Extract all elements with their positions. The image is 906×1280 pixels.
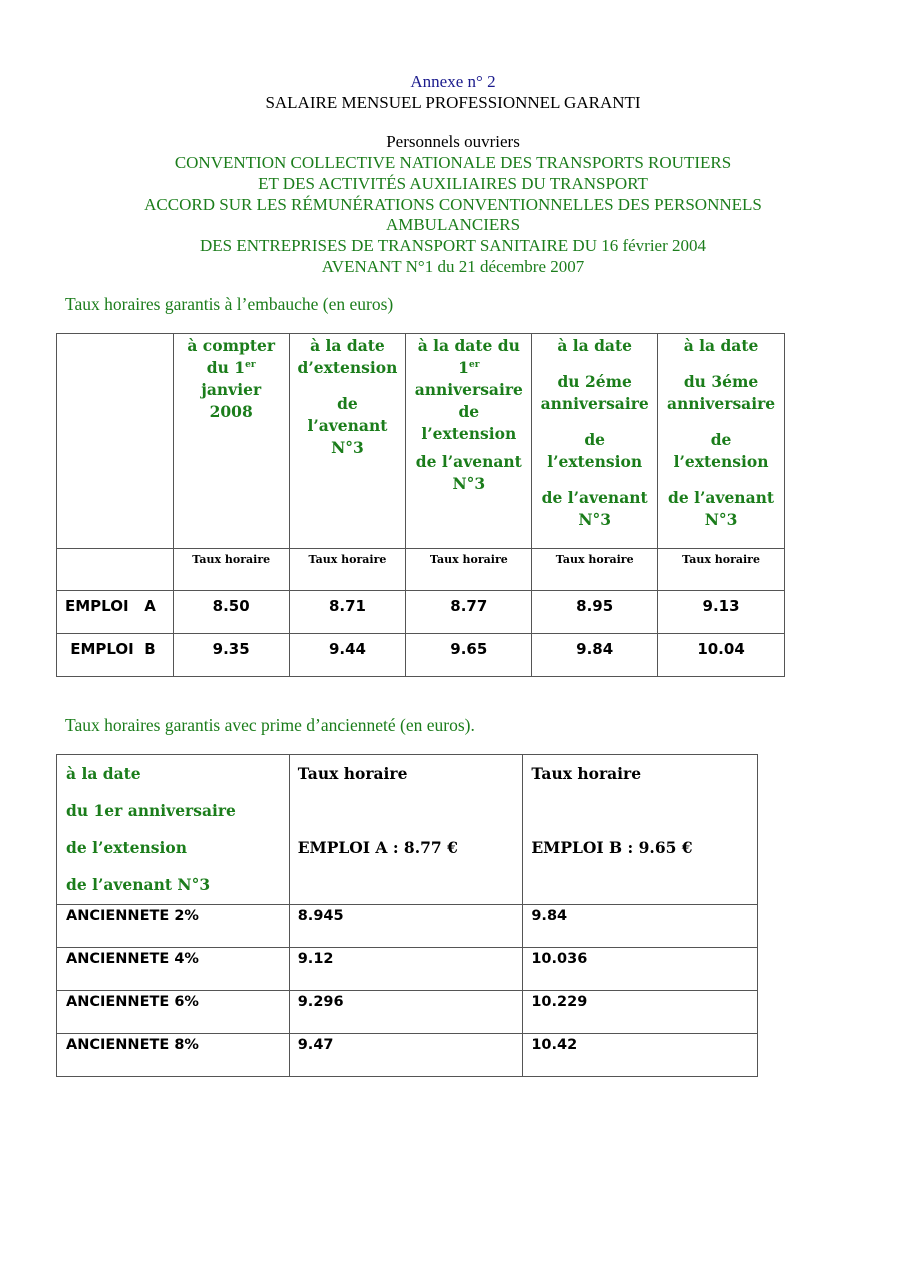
rate-cell: 8.95 [532,591,658,634]
header-text: l’extension [547,452,643,471]
rate-cell: 9.84 [532,634,658,677]
col-header-1st-anniversary [406,334,532,549]
table-row [57,905,758,948]
accord-line-2: AMBULANCIERS [385,215,521,234]
rate-cell: 10.42 [523,1034,758,1077]
rate-cell: 8.77 [406,591,532,634]
table-row [57,948,758,991]
header-text: anniversaire [666,394,776,413]
header-text: de [584,430,606,449]
rate-cell: 9.12 [289,948,523,991]
header-text: du 2éme [557,372,632,391]
header-text: EMPLOI A : 8.77 € [297,838,458,857]
table1-header-row [57,334,785,549]
table1-caption: Taux horaires garantis à l’embauche (en euros) [65,294,394,314]
header-text: 2008 [209,402,253,421]
annex-number: Annexe n° 2 [410,72,496,91]
hiring-rates-table [56,333,785,677]
table2-date-header [57,755,290,905]
subheader-cell: Taux horaire [173,549,289,591]
col-header-3rd-anniversary [658,334,785,549]
rate-cell: 9.47 [289,1034,523,1077]
row-label: EMPLOI B [57,634,174,677]
header-text: de l’avenant N°3 [66,875,211,894]
rate-cell: 9.13 [658,591,785,634]
col-header-jan-2008 [173,334,289,549]
header-text: du 3éme [683,372,759,391]
header-text: 1er [458,358,480,377]
header-text: N°3 [704,510,738,529]
personnel-category: Personnels ouvriers [386,132,520,151]
header-text: anniversaire [540,394,649,413]
rate-cell: 9.65 [406,634,532,677]
header-text: à la date [557,336,632,355]
header-text: de [710,430,732,449]
seniority-rates-table [56,754,758,1077]
avenant-line: AVENANT N°1 du 21 décembre 2007 [321,257,585,276]
subheader-cell: Taux horaire [406,549,532,591]
table2-caption: Taux horaires garantis avec prime d’ancienneté (en euros). [65,715,475,735]
convention-line-2: ET DES ACTIVITÉS AUXILIAIRES DU TRANSPORT [258,174,648,193]
convention-line-1: CONVENTION COLLECTIVE NATIONALE DES TRANSPORTS ROUTIERS [174,153,732,172]
rate-cell: 9.35 [173,634,289,677]
header-text: N°3 [452,474,486,493]
rate-cell: 10.036 [523,948,758,991]
table-row [57,991,758,1034]
table2-emploi-b-header [523,755,758,905]
row-label: ANCIENNETE 6% [57,991,290,1034]
header-text: N°3 [578,510,612,529]
header-text: à la date [66,764,141,783]
accord-line-1: ACCORD SUR LES RÉMUNÉRATIONS CONVENTIONNELLES DES PERSONNELS [144,195,762,214]
rate-cell: 8.50 [173,591,289,634]
header-text: janvier [201,380,262,399]
table1-subheader-row [57,549,785,591]
row-label: EMPLOI A [57,591,174,634]
table1-subheader-empty [57,549,174,591]
header-text: à la date [310,336,385,355]
header-text: de l’avenant [415,452,522,471]
header-text: EMPLOI B : 9.65 € [531,838,693,857]
header-text: de l’extension [66,838,187,857]
header-text: à compter [187,336,276,355]
header-text: anniversaire [414,380,523,399]
document-title: SALAIRE MENSUEL PROFESSIONNEL GARANTI [265,93,641,112]
header-text: N°3 [331,438,364,457]
rate-cell: 10.04 [658,634,785,677]
header-text: à la date [683,336,759,355]
header-text: du 1er [206,358,256,377]
header-text: d’extension [297,358,398,377]
rate-cell: 9.296 [289,991,523,1034]
subheader-cell: Taux horaire [658,549,785,591]
header-text: Taux horaire [297,764,408,783]
row-label: ANCIENNETE 4% [57,948,290,991]
header-text: l’extension [673,452,769,471]
row-label: ANCIENNETE 8% [57,1034,290,1077]
rate-cell: 8.71 [289,591,406,634]
header-text: de [337,394,358,413]
table1-corner-cell [57,334,174,549]
header-text: Taux horaire [531,764,642,783]
header-text: du 1er anniversaire [66,801,236,820]
table-row [57,634,785,677]
header-text: de [458,402,480,421]
header-text: à la date du [417,336,520,355]
rate-cell: 8.945 [289,905,523,948]
row-label: ANCIENNETE 2% [57,905,290,948]
header-text: de l’avenant [668,488,775,507]
header-text: l’extension [421,424,517,443]
table-row [57,1034,758,1077]
accord-line-3: DES ENTREPRISES DE TRANSPORT SANITAIRE DU 16 février 2004 [199,236,707,255]
subheader-cell: Taux horaire [289,549,406,591]
rate-cell: 10.229 [523,991,758,1034]
header-text: de l’avenant [541,488,648,507]
table2-emploi-a-header [289,755,523,905]
table-row [57,591,785,634]
rate-cell: 9.84 [523,905,758,948]
rate-cell: 9.44 [289,634,406,677]
col-header-2nd-anniversary [532,334,658,549]
subheader-cell: Taux horaire [532,549,658,591]
col-header-extension-date [289,334,406,549]
header-text: l’avenant [307,416,388,435]
table2-header-row [57,755,758,905]
